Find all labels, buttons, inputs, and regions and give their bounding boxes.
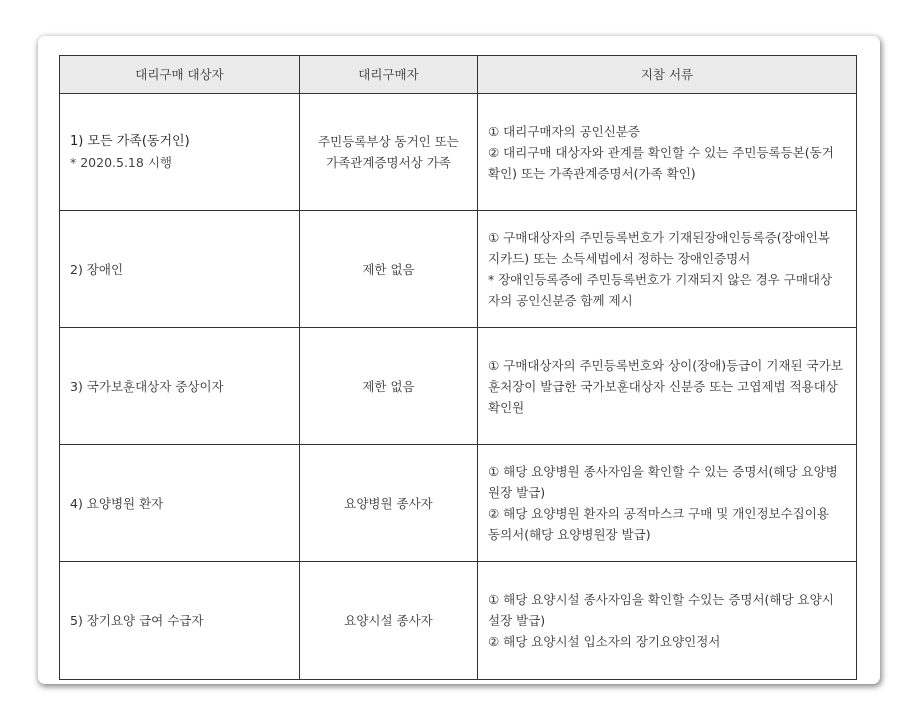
- target-cell: [60, 328, 300, 445]
- buyer-cell: [300, 562, 478, 680]
- buyer-line: 요양시설 종사자: [344, 613, 433, 628]
- target-cell: [60, 94, 300, 211]
- header-target: 대리구매 대상자: [60, 56, 300, 94]
- documents-cell: [478, 445, 857, 562]
- documents-line: 훈처장이 발급한 국가보훈대상자 신분증 또는 고엽제법 적용대상: [488, 378, 838, 394]
- documents-line: 원장 발급): [488, 485, 546, 500]
- documents-line: ① 대리구매자의 공인신분증: [488, 123, 640, 139]
- documents-line: ② 해당 요양병원 환자의 공적마스크 구매 및 개인정보수집이용: [488, 506, 829, 521]
- buyer-line: 요양병원 종사자: [344, 495, 433, 511]
- documents-line: 확인원: [488, 399, 525, 415]
- buyer-line: 주민등록부상 동거인 또는: [318, 134, 459, 149]
- documents-line: ① 구매대상자의 주민등록번호가 기재된장애인등록증(장애인복: [488, 230, 830, 245]
- target-cell: [60, 211, 300, 328]
- buyer-line: 제한 없음: [362, 378, 415, 394]
- table-row: [60, 328, 857, 445]
- table-row: [60, 94, 857, 211]
- target-label: 3) 국가보훈대상자 중상이자: [70, 378, 224, 394]
- documents-line: ① 해당 요양병원 종사자임을 확인할 수 있는 증명서(해당 요양병: [488, 464, 838, 479]
- buyer-cell: [300, 328, 478, 445]
- documents-line: 지카드) 또는 소득세법에서 정하는 장애인증명서: [488, 251, 751, 266]
- documents-line: 동의서(해당 요양병원장 발급): [488, 527, 651, 542]
- buyer-cell: [300, 445, 478, 562]
- documents-line: ① 해당 요양시설 종사자임을 확인할 수있는 증명서(해당 요양시: [488, 592, 834, 607]
- documents-line: * 장애인등록증에 주민등록번호가 기재되지 않은 경우 구매대상: [488, 272, 833, 287]
- documents-line: 자의 공인신분증 함께 제시: [488, 293, 633, 308]
- target-label: 4) 요양병원 환자: [70, 495, 164, 511]
- target-cell: [60, 445, 300, 562]
- target-label: 1) 모든 가족(동거인): [70, 134, 190, 149]
- documents-cell: [478, 94, 857, 211]
- buyer-cell: [300, 94, 478, 211]
- documents-line: ① 구매대상자의 주민등록번호와 상이(장애)등급이 기재된 국가보: [488, 357, 843, 373]
- documents-cell: [478, 562, 857, 680]
- header-documents: 지참 서류: [478, 56, 857, 94]
- buyer-line: 가족관계증명서상 가족: [326, 155, 451, 170]
- target-note: * 2020.5.18 시행: [70, 155, 172, 170]
- target-label: 5) 장기요양 급여 수급자: [70, 613, 204, 628]
- target-cell: [60, 562, 300, 680]
- documents-line: ② 해당 요양시설 입소자의 장기요양인정서: [488, 634, 721, 649]
- header-buyer: 대리구매자: [300, 56, 478, 94]
- document-card: [38, 36, 880, 684]
- documents-line: 설장 발급): [488, 613, 546, 628]
- table-row: [60, 445, 857, 562]
- proxy-purchase-table: [59, 55, 857, 680]
- documents-line: ② 대리구매 대상자와 관계를 확인할 수 있는 주민등록등본(동거: [488, 144, 834, 160]
- buyer-line: 제한 없음: [362, 261, 415, 277]
- table-row: [60, 211, 857, 328]
- target-label: 2) 장애인: [70, 261, 124, 277]
- documents-line: 확인) 또는 가족관계증명서(가족 확인): [488, 165, 696, 181]
- table-header-row: [60, 56, 857, 94]
- buyer-cell: [300, 211, 478, 328]
- table-row: [60, 562, 857, 680]
- documents-cell: [478, 211, 857, 328]
- documents-cell: [478, 328, 857, 445]
